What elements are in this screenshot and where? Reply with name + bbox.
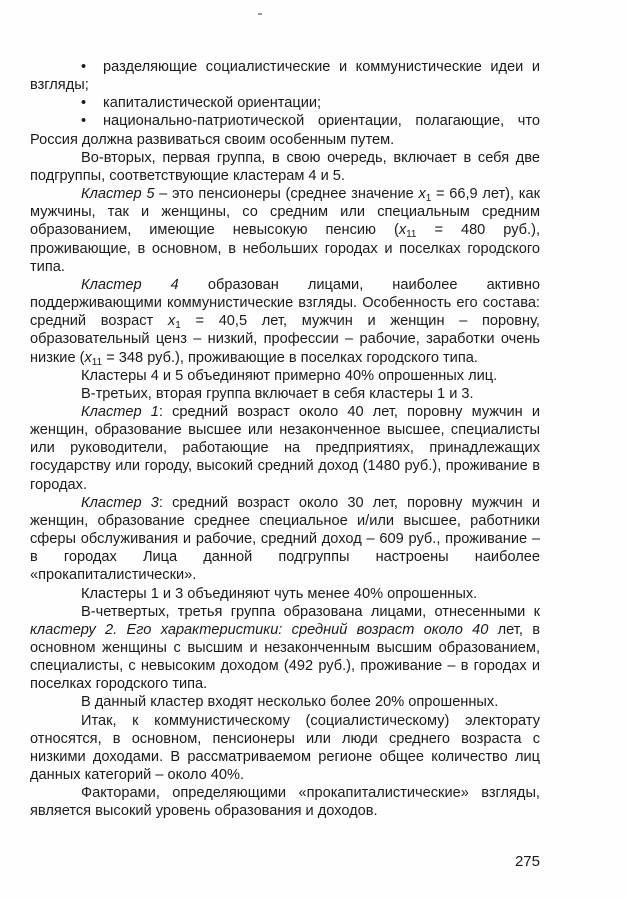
paragraph-conclusion [30,712,540,785]
variable-subscript: 11 [406,229,417,241]
bullet-item-patriotic [30,112,540,148]
bullet-marker: • [81,59,87,75]
cluster-label: Кластер 1 [81,403,159,420]
bullet-text: национально-патриотической ориентации, полагающие, что Россия должна развиваться своим особенным путем. [30,113,540,148]
cluster-label: Кластер 5 [81,186,155,203]
paragraph-text: Во-вторых, первая группа, в свою очередь, включает в себя две подгруппы, соответствующие кластерам 4 и 5. [30,149,540,184]
paragraph-text: = 348 руб.), проживающие в поселках городского типа. [102,349,478,366]
paragraph-cluster-2-share [30,693,540,711]
paragraph-cluster-1 [30,403,540,494]
paragraph-text: Итак, к коммунистическому (социалистическому) электорату относятся, в основном, пенсионеры или люди среднего возраста с низкими доходами. В рассматриваемом регионе общее количество лиц данных категорий – около 40%. [30,712,540,784]
paragraph-text: Кластеры 4 и 5 объединяют примерно 40% опрошенных лиц. [81,367,498,384]
cluster-label: кластеру 2. Его характеристики: средний возраст около 40 [30,621,489,638]
cluster-label: Кластер 3 [81,494,159,511]
paragraph-text: В-третьих, вторая группа включает в себя кластеры 1 и 3. [81,385,474,402]
variable-subscript: 1 [175,320,181,332]
paragraph-text: Факторами, определяющими «прокапиталистические» взгляды, является высокий уровень образования и доходов. [30,785,540,820]
paragraph-cluster-5 [30,185,540,276]
scan-speck [258,13,262,15]
paragraph-cluster-4 [30,276,540,367]
paragraph-text: образован лицами, наиболее активно поддерживающими коммунистические взгляды. Особенность его состава: средний возраст [30,276,540,330]
variable-symbol: x [418,186,426,203]
variable-symbol: x [398,222,407,239]
paragraph-text: – это пенсионеры (среднее значение [154,186,419,203]
bullet-marker: • [81,113,87,130]
bullet-text: разделяющие социалистические и коммунистические идеи и взгляды; [30,59,540,94]
bullet-item-socialist [30,58,540,94]
variable-symbol: x [167,313,176,330]
paragraph-text: В-четвертых, третья группа образована лицами, отнесенными к [81,603,540,620]
paragraph-text: : средний возраст около 30 лет, поровну мужчин и женщин, образование среднее специальное и/или высшее, работники сферы обслуживания и рабочие, средний доход – 609 руб., проживание – в городах Лица данной подгруппы настроены наиболее «прокапиталистически». [30,494,540,584]
paragraph-second-group [30,149,540,185]
bullet-text: капиталистической ориентации; [103,95,322,112]
paragraph-text: Кластеры 1 и 3 объединяют чуть менее 40% опрошенных. [81,585,478,602]
paragraph-text: лет, в основном женщины с высшим и незаконченным высшим образованием, специалисты, с невысоким доходом (492 руб.), проживание – в городах и поселках городского типа. [30,621,540,693]
paragraph-cluster-3 [30,494,540,585]
cluster-label: Кластер 4 [81,276,179,293]
paragraph-factors [30,784,540,820]
bullet-item-capitalist [30,94,540,112]
paragraph-text: : средний возраст около 40 лет, поровну мужчин и женщин, образование высшее или незаконченное высшее, специалисты или руководители, работающие на предприятиях, принадлежащих государству или городу, высокий средний доход (1480 руб.), проживание в городах. [30,403,540,493]
variable-subscript: 1 [425,193,432,205]
paragraph-cluster-2 [30,603,540,694]
bullet-marker: • [81,95,87,112]
paragraph-clusters-4-5-share [30,367,540,385]
page-number: 275 [514,853,540,870]
paragraph-text: = 480 руб.), проживающие, в основном, в небольших городах и поселках городского типа. [30,222,541,275]
paragraph-clusters-1-3-share [30,585,540,603]
variable-subscript: 11 [91,356,103,368]
paragraph-text: = 40,5 лет, мужчин и женщин – поровну, образовательный ценз – низкий, профессии – рабочие, заработки очень низкие ( [30,313,540,366]
variable-symbol: x [84,349,92,366]
paragraph-text: = 66,9 лет), как мужчины, так и женщины, со средним или специальным средним образованием, имеющие невысокую пенсию ( [30,186,540,239]
paragraph-text: В данный кластер входят несколько более 20% опрошенных. [81,694,499,711]
paragraph-third-group [30,385,540,403]
page-body [30,58,540,821]
